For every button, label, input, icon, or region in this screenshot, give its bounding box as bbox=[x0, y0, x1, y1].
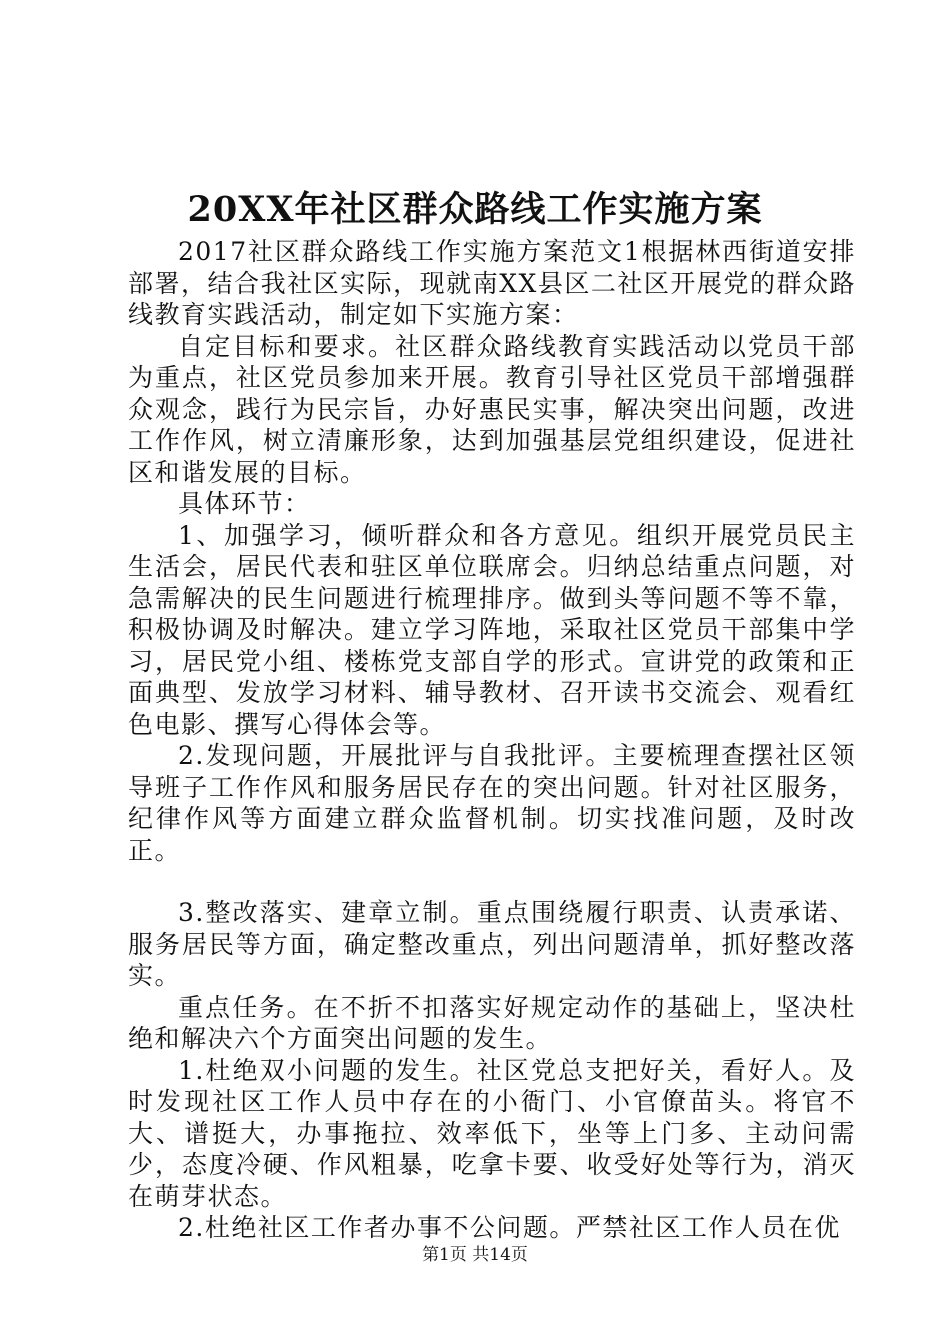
document-title: 20XX年社区群众路线工作实施方案 bbox=[187, 189, 763, 230]
paragraph-step-2: 2.发现问题，开展批评与自我批评。主要梳理查摆社区领导班子工作作风和服务居民存在的突出问题。针对社区服务，纪律作风等方面建立群众监督机制。切实找准问题，及时改正。 bbox=[128, 741, 856, 865]
paragraph-step-3: 3.整改落实、建章立制。重点围绕履行职责、认责承诺、服务居民等方面，确定整改重点，列出问题清单，抓好整改落实。 bbox=[128, 898, 856, 990]
paragraph-task-1: 1.杜绝双小问题的发生。社区党总支把好关，看好人。及时发现社区工作人员中存在的小衙门、小官僚苗头。将官不大、谱挺大，办事拖拉、效率低下，坐等上门多、主动问需少，态度冷硬、作风粗暴，吃拿卡要、收受好处等行为，消灭在萌芽状态。 bbox=[128, 1055, 856, 1211]
document-body bbox=[128, 236, 856, 1244]
paragraph-step-1: 1、加强学习，倾听群众和各方意见。组织开展党员民主生活会，居民代表和驻区单位联席会。归纳总结重点问题，对急需解决的民生问题进行梳理排序。做到头等问题不等不靠，积极协调及时解决。建立学习阵地，采取社区党员干部集中学习，居民党小组、楼栋党支部自学的形式。宣讲党的政策和正面典型、发放学习材料、辅导教材、召开读书交流会、观看红色电影、撰写心得体会等。 bbox=[128, 520, 856, 739]
paragraph-steps-heading: 具体环节： bbox=[178, 489, 311, 518]
paragraph-goals: 自定目标和要求。社区群众路线教育实践活动以党员干部为重点，社区党员参加来开展。教育引导社区党员干部增强群众观念，践行为民宗旨，办好惠民实事，解决突出问题，改进工作作风，树立清廉形象，达到加强基层党组织建设，促进社区和谐发展的目标。 bbox=[128, 331, 856, 487]
paragraph-task-2: 2.杜绝社区工作者办事不公问题。严禁社区工作人员在优 bbox=[178, 1213, 841, 1242]
paragraph-intro: 2017社区群众路线工作实施方案范文1根据林西街道安排部署，结合我社区实际，现就南XX县区二社区开展党的群众路线教育实践活动，制定如下实施方案： bbox=[128, 237, 856, 329]
page-footer: 第1页 共14页 bbox=[422, 1245, 528, 1265]
paragraph-key-tasks: 重点任务。在不折不扣落实好规定动作的基础上，坚决杜绝和解决六个方面突出问题的发生。 bbox=[128, 992, 856, 1053]
